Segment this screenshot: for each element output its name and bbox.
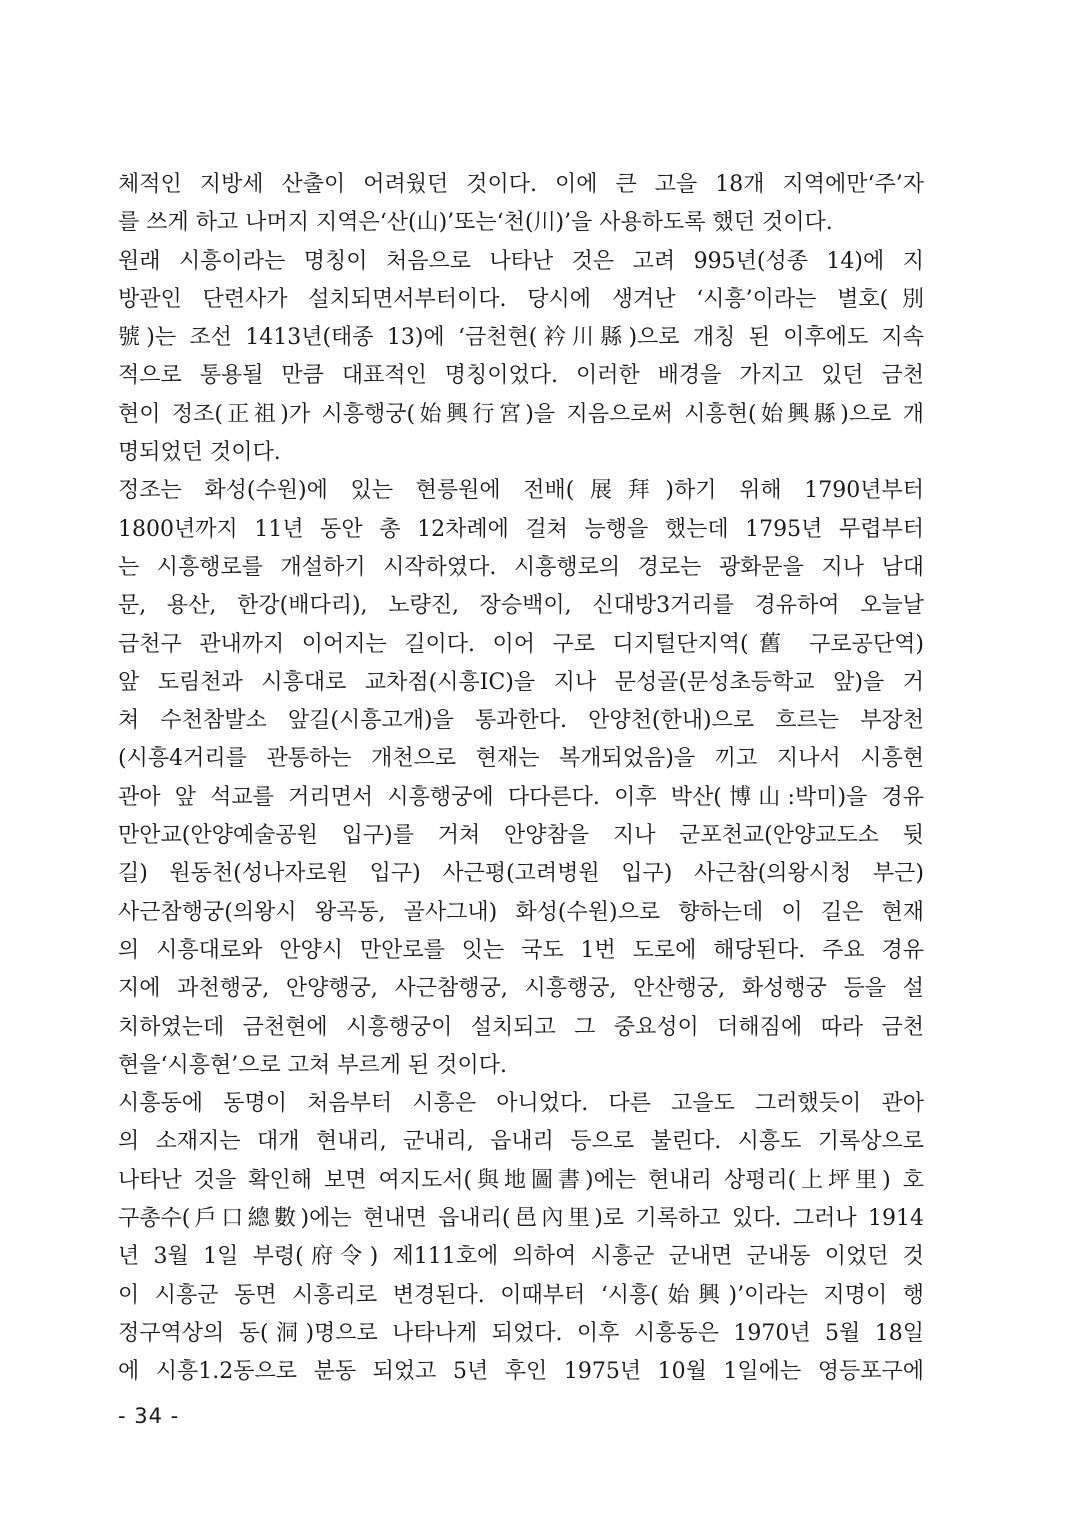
- text-line: 금천구 관내까지 이어지는 길이다. 이어 구로 디지털단지역(舊 구로공단역): [118, 631, 924, 657]
- text-line: 년 3월 1일 부령(府令) 제111호에 의하여 시흥군 군내면 군내동 이었던 것: [118, 1244, 924, 1270]
- text-line: 원래 시흥이라는 명칭이 처음으로 나타난 것은 고려 995년(성종 14)에 지: [118, 248, 924, 274]
- text-line: 정구역상의 동(洞)명으로 나타나게 되었다. 이후 시흥동은 1970년 5월 18일: [118, 1320, 924, 1346]
- text-line: 나타난 것을 확인해 보면 여지도서(與地圖書)에는 현내리 상평리(上坪里) 호: [118, 1167, 924, 1193]
- text-line: 구총수(戶口總數)에는 현내면 읍내리(邑內里)로 기록하고 있다. 그러나 1914: [118, 1206, 924, 1232]
- text-line: 문, 용산, 한강(배다리), 노량진, 장승백이, 신대방3거리를 경유하여 오늘날: [118, 593, 924, 619]
- text-line: 쳐 수천참발소 앞길(시흥고개)을 통과한다. 안양천(한내)으로 흐르는 부장천: [118, 708, 924, 734]
- text-line: 지에 과천행궁, 안양행궁, 사근참행궁, 시흥행궁, 안산행궁, 화성행궁 등을 설: [118, 976, 924, 1002]
- text-line: 에 시흥1.2동으로 분동 되었고 5년 후인 1975년 10월 1일에는 영등포구에: [118, 1359, 924, 1385]
- page-number: - 34 -: [118, 1404, 180, 1428]
- text-line: 의 소재지는 대개 현내리, 군내리, 읍내리 등으로 불린다. 시흥도 기록상으로: [118, 1129, 924, 1155]
- text-line: 현을‘시흥현’으로 고쳐 부르게 된 것이다.: [118, 1052, 507, 1078]
- text-line: 적으로 통용될 만큼 대표적인 명칭이었다. 이러한 배경을 가지고 있던 금천: [118, 363, 924, 389]
- text-line: 현이 정조(正祖)가 시흥행궁(始興行宮)을 지음으로써 시흥현(始興縣)으로 개: [118, 401, 924, 427]
- text-line: 만안교(안양예술공원 입구)를 거쳐 안양참을 지나 군포천교(안양교도소 뒷: [118, 823, 924, 849]
- text-line: 를 쓰게 하고 나머지 지역은‘산(山)’또는‘천(川)’을 사용하도록 했던 것이다.: [118, 210, 833, 236]
- text-line: 관아 앞 석교를 거리면서 시흥행궁에 다다른다. 이후 박산(博山:박미)을 경유: [118, 784, 924, 810]
- body-text: [118, 166, 924, 1392]
- text-line: 길) 원동천(성나자로원 입구) 사근평(고려병원 입구) 사근참(의왕시청 부근): [118, 861, 924, 887]
- text-line: 정조는 화성(수원)에 있는 현릉원에 전배(展拜)하기 위해 1790년부터: [118, 478, 924, 504]
- text-line: 사근참행궁(의왕시 왕곡동, 골사그내) 화성(수원)으로 향하는데 이 길은 현재: [118, 899, 924, 925]
- text-line: 치하였는데 금천현에 시흥행궁이 설치되고 그 중요성이 더해짐에 따라 금천: [118, 1014, 924, 1040]
- text-line: 시흥동에 동명이 처음부터 시흥은 아니었다. 다른 고을도 그러했듯이 관아: [118, 1091, 924, 1117]
- text-line: 앞 도림천과 시흥대로 교차점(시흥IC)을 지나 문성골(문성초등학교 앞)을 거: [118, 669, 924, 695]
- text-line: 명되었던 것이다.: [118, 440, 281, 466]
- text-line: 체적인 지방세 산출이 어려웠던 것이다. 이에 큰 고을 18개 지역에만‘주’자: [118, 172, 924, 197]
- text-line: 는 시흥행로를 개설하기 시작하였다. 시흥행로의 경로는 광화문을 지나 남대: [118, 554, 924, 580]
- text-line: 의 시흥대로와 안양시 만안로를 잇는 국도 1번 도로에 해당된다. 주요 경유: [118, 937, 924, 963]
- text-line: 號)는 조선 1413년(태종 13)에 ‘금천현(衿川縣)으로 개칭 된 이후에도 지속: [118, 325, 924, 351]
- text-line: 방관인 단련사가 설치되면서부터이다. 당시에 생겨난 ‘시흥’이라는 별호(別: [118, 286, 924, 312]
- text-line: 1800년까지 11년 동안 총 12차례에 걸쳐 능행을 했는데 1795년 무렵부터: [118, 516, 924, 542]
- text-line: (시흥4거리를 관통하는 개천으로 현재는 복개되었음)을 끼고 지나서 시흥현: [118, 746, 924, 772]
- text-line: 이 시흥군 동면 시흥리로 변경된다. 이때부터 ‘시흥(始興)’이라는 지명이 행: [118, 1282, 924, 1308]
